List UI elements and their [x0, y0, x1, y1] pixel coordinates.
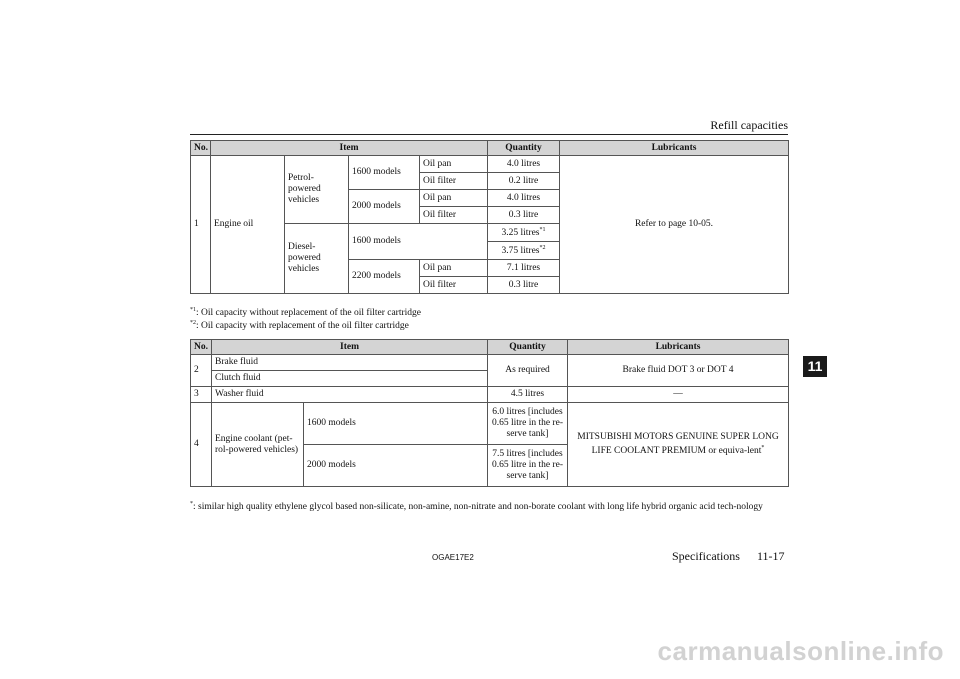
- quantity-cell: As required: [488, 355, 568, 387]
- table-row: [191, 156, 789, 173]
- footer-section-title: Specifications: [672, 549, 740, 563]
- header-lubricants: Lubricants: [560, 141, 789, 156]
- quantity-cell: 7.1 litres: [488, 260, 560, 277]
- quantity-value: 3.75 litres: [501, 246, 540, 257]
- item-washer-fluid: Washer fluid: [212, 387, 488, 403]
- page-code: OGAE17E2: [432, 553, 474, 562]
- quantity-cell: 0.2 litre: [488, 173, 560, 190]
- footnote-mark: *2: [539, 245, 546, 252]
- row-number: 1: [191, 156, 211, 294]
- header-rule: [190, 134, 788, 135]
- footnote-mark: *: [761, 444, 765, 451]
- sub-item-oil-filter: Oil filter: [420, 207, 488, 224]
- sub-item-oil-pan: Oil pan: [420, 260, 488, 277]
- quantity-value: 3.25 litres: [501, 228, 540, 239]
- footnote-mark: *: [190, 501, 193, 507]
- engine-oil-table: [190, 140, 789, 294]
- header-no: No.: [191, 340, 212, 355]
- diesel-2200-models: 2200 models: [349, 260, 420, 294]
- header-item: Item: [212, 340, 488, 355]
- item-engine-oil: Engine oil: [211, 156, 285, 294]
- quantity-cell: 0.3 litre: [488, 277, 560, 294]
- footnote-mark: *1: [539, 227, 546, 234]
- item-brake-fluid: Brake fluid: [212, 355, 488, 371]
- sub-item-oil-filter: Oil filter: [420, 277, 488, 294]
- coolant-1600-models: 1600 models: [304, 403, 488, 445]
- table-header-row: [191, 340, 789, 355]
- diesel-1600-models: 1600 models: [349, 224, 488, 260]
- footnote-text: : Oil capacity without replacement of the oil filter cartridge: [196, 308, 422, 319]
- item-clutch-fluid: Clutch fluid: [212, 371, 488, 387]
- lubricant-cell: [568, 403, 789, 487]
- sub-item-oil-pan: Oil pan: [420, 190, 488, 207]
- lubricant-text: MITSUBISHI MOTORS GENUINE SUPER LONG LIFE COOLANT PREMIUM or equiva-lent: [577, 431, 779, 457]
- row-number: 2: [191, 355, 212, 387]
- table-header-row: [191, 141, 789, 156]
- sub-item-oil-pan: Oil pan: [420, 156, 488, 173]
- footnote-coolant: [190, 499, 788, 513]
- table-row: [191, 387, 789, 403]
- footnote-mark: *1: [190, 307, 196, 313]
- quantity-cell: [488, 242, 560, 260]
- header-quantity: Quantity: [488, 141, 560, 156]
- petrol-2000-models: 2000 models: [349, 190, 420, 224]
- row-number: 3: [191, 387, 212, 403]
- page-header-title: Refill capacities: [710, 118, 788, 132]
- fluids-table: [190, 339, 789, 487]
- lubricant-reference: Refer to page 10-05.: [560, 156, 789, 294]
- footnote-mark: *2: [190, 320, 196, 326]
- header-no: No.: [191, 141, 211, 156]
- row-number: 4: [191, 403, 212, 487]
- lubricant-cell: Brake fluid DOT 3 or DOT 4: [568, 355, 789, 387]
- coolant-2000-models: 2000 models: [304, 445, 488, 487]
- watermark-logo: carmanualsonline.info: [657, 636, 944, 666]
- header-lubricants: Lubricants: [568, 340, 789, 355]
- header-quantity: Quantity: [488, 340, 568, 355]
- item-engine-coolant: Engine coolant (pet-rol-powered vehicles): [212, 403, 304, 487]
- petrol-1600-models: 1600 models: [349, 156, 420, 190]
- footnote-text: : Oil capacity with replacement of the oil filter cartridge: [196, 321, 409, 332]
- diesel-vehicles-label: Diesel-powered vehicles: [285, 224, 349, 294]
- quantity-cell: 4.0 litres: [488, 156, 560, 173]
- footnote-text: : similar high quality ethylene glycol based non-silicate, non-amine, non-nitrate and non-borate coolant with long life hybrid organic acid tech-nology: [193, 502, 763, 513]
- quantity-cell: 4.0 litres: [488, 190, 560, 207]
- quantity-cell: 4.5 litres: [488, 387, 568, 403]
- quantity-cell: 6.0 litres [includes 0.65 litre in the re-serve tank]: [488, 403, 568, 445]
- quantity-cell: 7.5 litres [includes 0.65 litre in the re-serve tank]: [488, 445, 568, 487]
- sub-item-oil-filter: Oil filter: [420, 173, 488, 190]
- lubricant-cell: —: [568, 387, 789, 403]
- petrol-vehicles-label: Petrol-powered vehicles: [285, 156, 349, 224]
- chapter-tab-marker: 11: [803, 356, 827, 377]
- quantity-cell: 0.3 litre: [488, 207, 560, 224]
- table-row: [191, 403, 789, 445]
- footer-page-number: 11-17: [757, 549, 785, 563]
- header-item: Item: [211, 141, 488, 156]
- footnote-2: [190, 318, 409, 332]
- quantity-cell: [488, 224, 560, 242]
- table-row: [191, 355, 789, 371]
